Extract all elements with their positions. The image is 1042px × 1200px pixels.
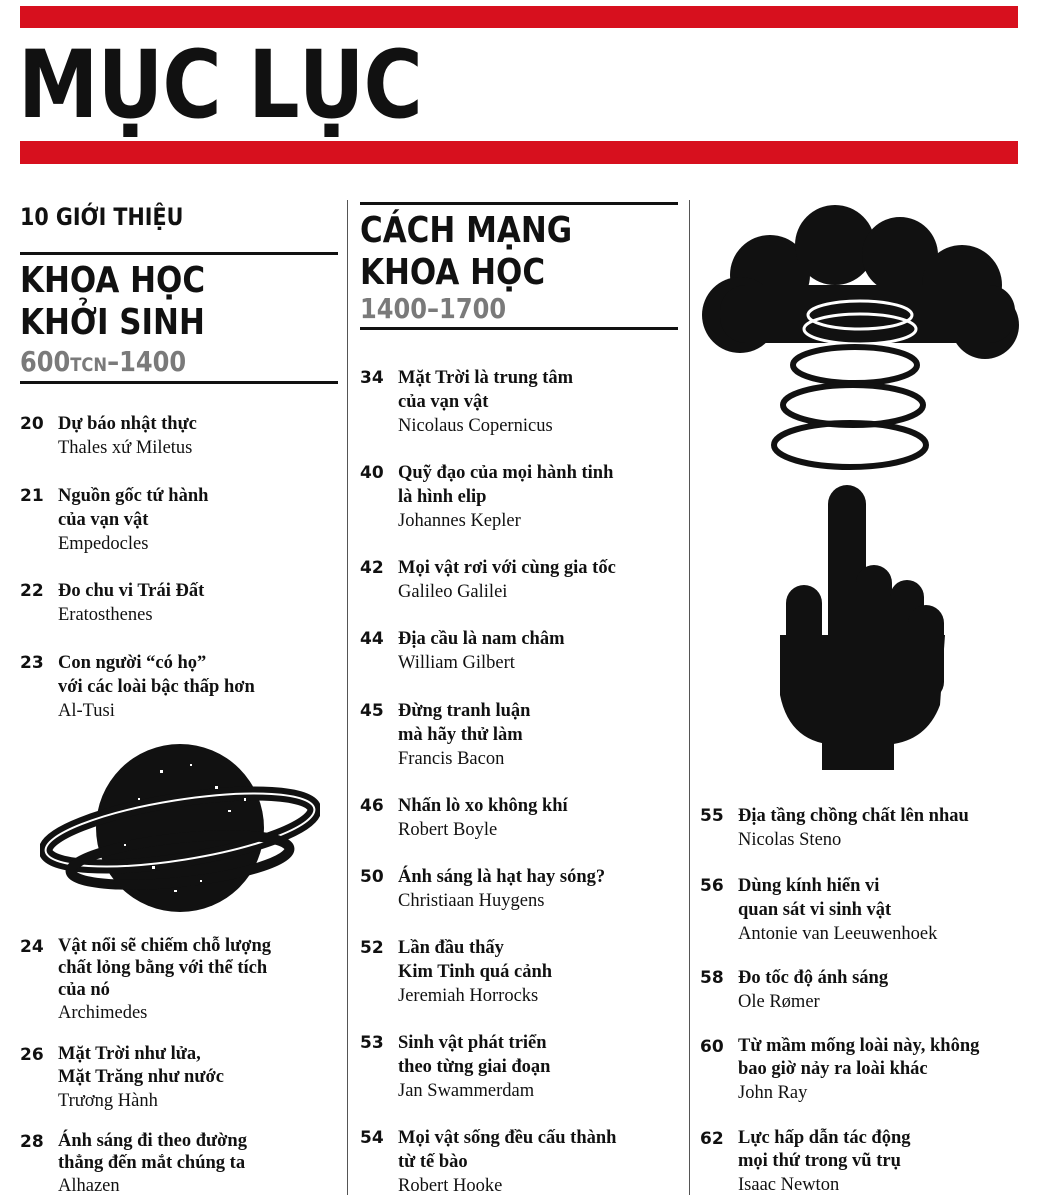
toc-entry-title: Nhấn lò xo không khí <box>398 796 568 816</box>
toc-entry-title: Mọi vật rơi với cùng gia tốc <box>398 558 616 578</box>
section-rule-top <box>20 252 338 255</box>
toc-page-number: 26 <box>20 1045 44 1065</box>
section-title-line: KHOA HỌC <box>360 252 546 293</box>
title-red-bar <box>20 141 1018 164</box>
section-title-line: KHOA HỌC <box>20 260 206 301</box>
section-rule-top <box>360 202 678 205</box>
toc-page-number: 28 <box>20 1132 44 1152</box>
toc-page-number: 55 <box>700 806 724 826</box>
toc-page-number: 21 <box>20 486 44 506</box>
toc-entry-author: Alhazen <box>58 1176 120 1196</box>
toc-entry-author: Jan Swammerdam <box>398 1081 535 1101</box>
section-date-range <box>20 345 186 382</box>
toc-entry-author: Nicolas Steno <box>738 830 842 850</box>
toc-entry-title: Lần đầu thấy Kim Tinh quá cảnh <box>398 938 553 982</box>
toc-entry-author: Robert Hooke <box>398 1176 503 1196</box>
toc-page-number: 22 <box>20 581 44 601</box>
toc-entry-author: Ole Rømer <box>738 992 820 1012</box>
toc-entry-title: Ánh sáng là hạt hay sóng? <box>398 867 606 887</box>
toc-entry-title: Nguồn gốc tứ hành của vạn vật <box>58 486 209 530</box>
toc-entry-author: Isaac Newton <box>738 1175 840 1195</box>
toc-entry-title: Vật nổi sẽ chiếm chỗ lượng chất lỏng bằng với thể tích của nó <box>58 936 272 1000</box>
toc-entry-title: Dự báo nhật thực <box>58 414 197 434</box>
toc-page-number: 20 <box>20 414 44 434</box>
toc-page-number: 52 <box>360 938 384 958</box>
toc-entry-author: John Ray <box>738 1083 808 1103</box>
range-unit: TCN <box>70 354 108 376</box>
toc-entry-author: Antonie van Leeuwenhoek <box>738 924 938 944</box>
toc-entry-author: Eratosthenes <box>58 605 153 625</box>
toc-page-number: 62 <box>700 1129 724 1149</box>
section-date-range: 1400–1700 <box>360 292 507 325</box>
section-title-line: KHỞI SINH <box>20 302 205 343</box>
toc-page-number: 46 <box>360 796 384 816</box>
toc-entry-author: Robert Boyle <box>398 820 498 840</box>
toc-entry-author: Jeremiah Horrocks <box>398 986 539 1006</box>
toc-entry-title: Đo tốc độ ánh sáng <box>738 968 889 988</box>
toc-entry-author: Galileo Galilei <box>398 582 508 602</box>
toc-entry-author: William Gilbert <box>398 653 515 673</box>
toc-entry-author: Trương Hành <box>58 1091 158 1111</box>
section-title <box>20 260 205 344</box>
page-title: MỤC LỤC <box>18 31 423 140</box>
toc-page-number: 56 <box>700 876 724 896</box>
toc-entry-title: Quỹ đạo của mọi hành tinh là hình elip <box>398 463 614 507</box>
toc-entry-title: Dùng kính hiển vi quan sát vi sinh vật <box>738 876 892 920</box>
toc-entry-title: Con người “có họ” với các loài bậc thấp hơn <box>58 653 255 697</box>
toc-entry-title: Mặt Trời là trung tâm của vạn vật <box>398 368 574 412</box>
toc-entry-title: Địa tầng chồng chất lên nhau <box>738 806 969 826</box>
toc-page-number: 45 <box>360 701 384 721</box>
toc-entry-title: Mọi vật sống đều cấu thành từ tế bào <box>398 1128 617 1172</box>
section-title-line: CÁCH MẠNG <box>360 210 573 251</box>
toc-entry-title: Ánh sáng đi theo đường thẳng đến mắt chúng ta <box>58 1131 247 1173</box>
intro-label: GIỚI THIỆU <box>55 203 184 231</box>
intro-entry[interactable] <box>20 200 183 234</box>
toc-entry-author: Empedocles <box>58 534 149 554</box>
toc-entry-title: Lực hấp dẫn tác động mọi thứ trong vũ trụ <box>738 1128 911 1171</box>
toc-entry-title: Đừng tranh luận mà hãy thử làm <box>398 701 531 745</box>
toc-entry-title: Đo chu vi Trái Đất <box>58 581 205 601</box>
range-start: 600 <box>20 345 71 378</box>
intro-page-number: 10 <box>20 203 49 231</box>
section-rule-bottom <box>20 381 338 384</box>
toc-page-number: 53 <box>360 1033 384 1053</box>
toc-page-number: 24 <box>20 937 44 957</box>
toc-page-number: 58 <box>700 968 724 988</box>
toc-page-number: 44 <box>360 629 384 649</box>
toc-entry-author: Archimedes <box>58 1003 148 1023</box>
column-divider-right <box>689 200 690 1195</box>
toc-page-number: 42 <box>360 558 384 578</box>
toc-entry-title: Từ mầm mống loài này, không bao giờ nảy ra loài khác <box>738 1036 980 1079</box>
toc-entry-author: Al-Tusi <box>58 701 115 721</box>
section-title <box>360 210 572 294</box>
toc-page-number: 54 <box>360 1128 384 1148</box>
toc-page-number: 50 <box>360 867 384 887</box>
top-red-bar <box>20 6 1018 28</box>
range-end: –1400 <box>107 345 187 378</box>
toc-entry-title: Mặt Trời như lửa, Mặt Trăng như nước <box>58 1044 224 1087</box>
toc-entry-title: Sinh vật phát triển theo từng giai đoạn <box>398 1033 551 1077</box>
planet-rings-illustration <box>40 740 320 918</box>
toc-entry-author: Christiaan Huygens <box>398 891 545 911</box>
toc-page-number: 34 <box>360 368 384 388</box>
toc-page-number: 60 <box>700 1037 724 1057</box>
toc-page-number: 40 <box>360 463 384 483</box>
cloud-spring-hand-illustration <box>700 205 1020 770</box>
toc-entry-author: Francis Bacon <box>398 749 505 769</box>
toc-entry-author: Johannes Kepler <box>398 511 521 531</box>
section-rule-bottom <box>360 327 678 330</box>
toc-entry-title: Địa cầu là nam châm <box>398 629 565 649</box>
toc-page-number: 23 <box>20 653 44 673</box>
toc-entry-author: Nicolaus Copernicus <box>398 416 553 436</box>
toc-entry-author: Thales xứ Miletus <box>58 438 193 458</box>
